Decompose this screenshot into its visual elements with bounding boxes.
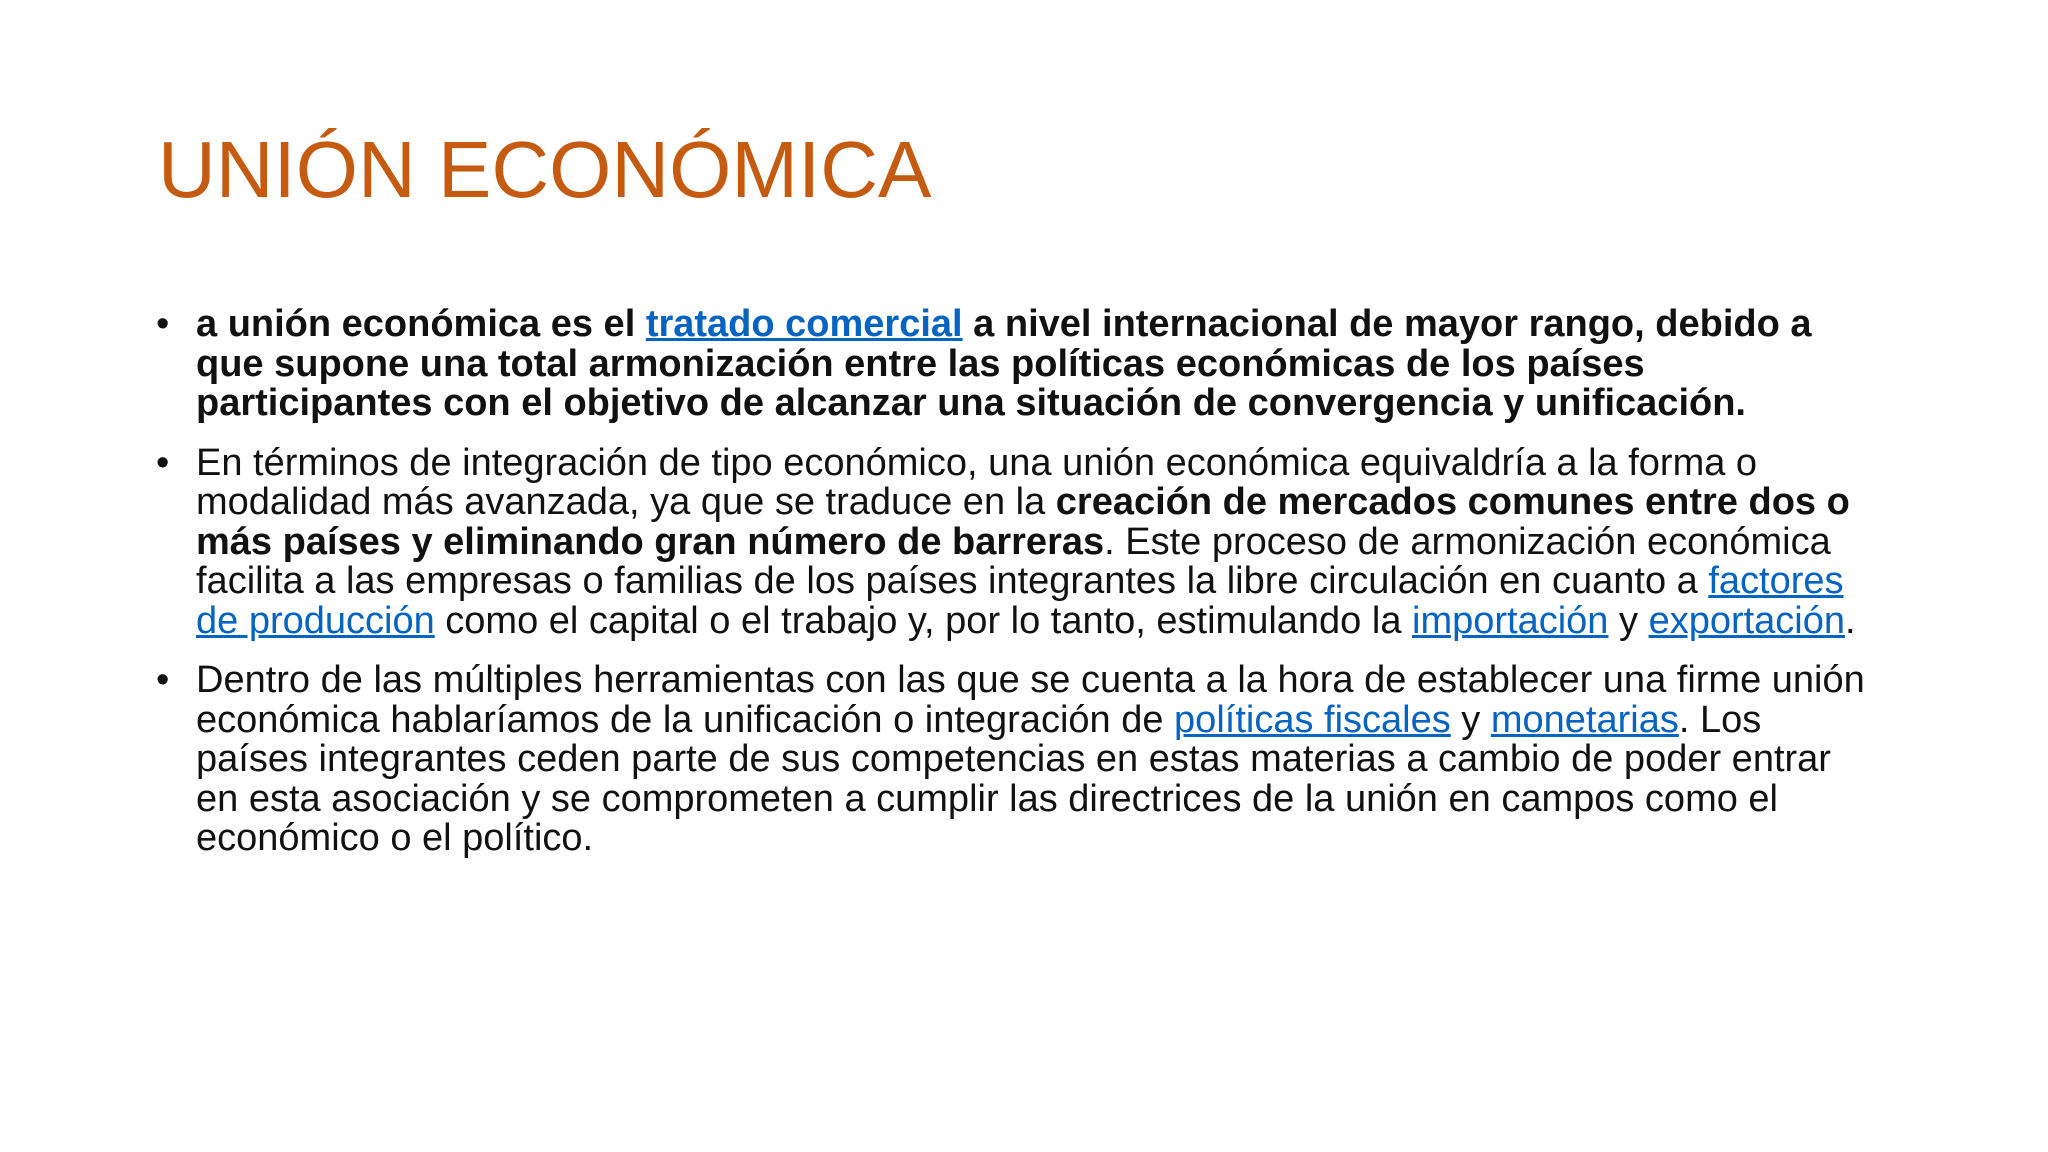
bullet-2-bold-mid: creación de mercados comunes entre dos o más países y eliminando gran número de barreras — [196, 481, 1850, 563]
bullet-2-text-y: y — [1608, 599, 1649, 642]
bullet-dot: • — [156, 441, 170, 484]
link-exportacion[interactable]: exportación — [1648, 599, 1846, 642]
bullet-2-text-mid: . Este proceso de armonización económica facilita a las empresas o familias de los países integrantes la libre circulación en cuanto a — [196, 520, 1831, 602]
bullet-item-2 — [0, 441, 1876, 642]
link-monetarias[interactable]: monetarias — [1490, 698, 1679, 741]
bullet-dot: • — [156, 303, 170, 345]
bullet-3-text-start: Dentro de las múltiples herramientas con las que se cuenta a la hora de establecer una firme unión económica hablaríamos de la unificación o integración de — [196, 659, 1865, 741]
bullet-2-text-end: . — [1845, 599, 1856, 642]
bullet-1-bold-rest: a nivel internacional de mayor rango, debido a que supone una total armonización entre las políticas económicas de los países participantes con el objetivo de alcanzar una situación de convergencia y unificación. — [196, 303, 1812, 424]
bullet-item-3 — [0, 661, 1876, 859]
link-politicas-fiscales[interactable]: políticas fiscales — [1174, 698, 1451, 741]
slide-title: UNIÓN ECONÓMICA — [158, 125, 932, 214]
link-tratado-comercial[interactable]: tratado comercial — [645, 303, 963, 345]
bullet-item-1 — [0, 305, 1876, 424]
link-importacion[interactable]: importación — [1412, 599, 1609, 642]
bullet-list — [0, 305, 2048, 879]
bullet-dot: • — [156, 659, 170, 701]
bullet-3-text-end: . Los países integrantes ceden parte de sus competencias en estas materias a cambio de poder entrar en esta asociación y se comprometen a cumplir las directrices de la unión en campos como el económico o el político. — [196, 698, 1831, 859]
bullet-2-text-after-factores: como el capital o el trabajo y, por lo tanto, estimulando la — [434, 599, 1413, 642]
bullet-2-text-start: En términos de integración de tipo económico, una unión económica equivaldría a la forma o modalidad más avanzada, ya que se traduce en la — [196, 441, 1758, 523]
bullet-1-bold-start: a unión económica es el — [196, 303, 646, 345]
link-factores-de-produccion[interactable]: factores de producción — [196, 560, 1844, 642]
bullet-3-text-y: y — [1450, 698, 1491, 741]
